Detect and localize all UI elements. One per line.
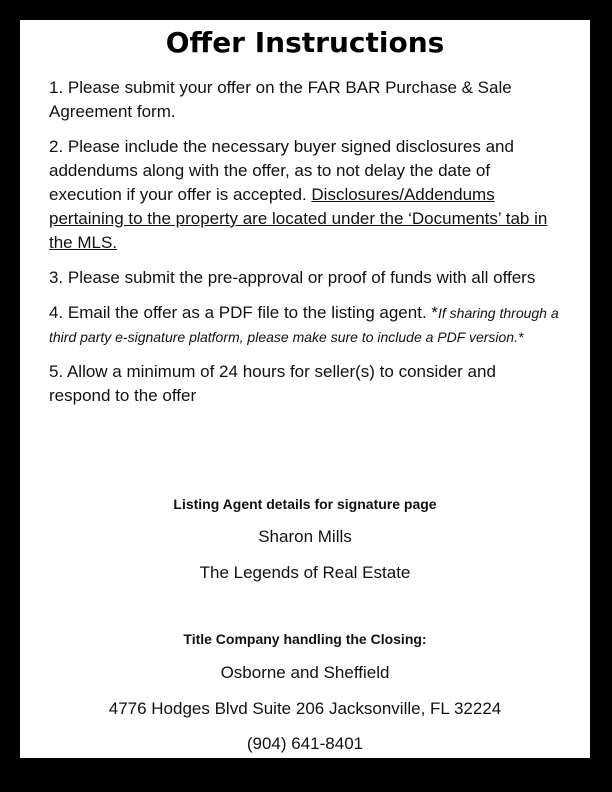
title-company-address: 4776 Hodges Blvd Suite 206 Jacksonville, FL 32224 xyxy=(108,699,502,718)
instruction-list xyxy=(49,76,561,419)
listing-agent-label: Listing Agent details for signature page xyxy=(173,496,437,512)
title-company-name: Osborne and Sheffield xyxy=(220,663,390,682)
instruction-step-1 xyxy=(49,76,561,124)
step-3-text: 3. Please submit the pre-approval or proof of funds with all offers xyxy=(49,268,536,287)
listing-agent-brokerage: The Legends of Real Estate xyxy=(199,563,411,582)
step-2-text: 2. Please include the necessary buyer signed disclosures and addendums along with the offer, as to not delay the date of execution if your offer is accepted. xyxy=(49,137,514,204)
step-1-text: 1. Please submit your offer on the FAR BAR Purchase & Sale Agreement form. xyxy=(49,78,512,121)
instruction-step-3 xyxy=(49,266,561,290)
instruction-step-4 xyxy=(49,301,561,349)
title-company-phone: (904) 641-8401 xyxy=(246,734,364,753)
document-page xyxy=(20,20,590,758)
step-5-text: 5. Allow a minimum of 24 hours for seller(s) to consider and respond to the offer xyxy=(49,362,496,405)
instruction-step-5 xyxy=(49,360,561,408)
step-2-underlined-text: Disclosures/Addendums pertaining to the property are located under the ‘Documents’ tab in the MLS. xyxy=(49,185,548,252)
listing-agent-name: Sharon Mills xyxy=(258,527,352,546)
step-4-note: If sharing through a third party e-signature platform, please make sure to include a PDF version.* xyxy=(49,305,559,345)
page-title: Offer Instructions xyxy=(165,26,445,59)
instruction-step-2 xyxy=(49,135,561,255)
step-4-text: 4. Email the offer as a PDF file to the listing agent. * xyxy=(49,303,438,322)
title-company-label: Title Company handling the Closing: xyxy=(183,631,427,647)
